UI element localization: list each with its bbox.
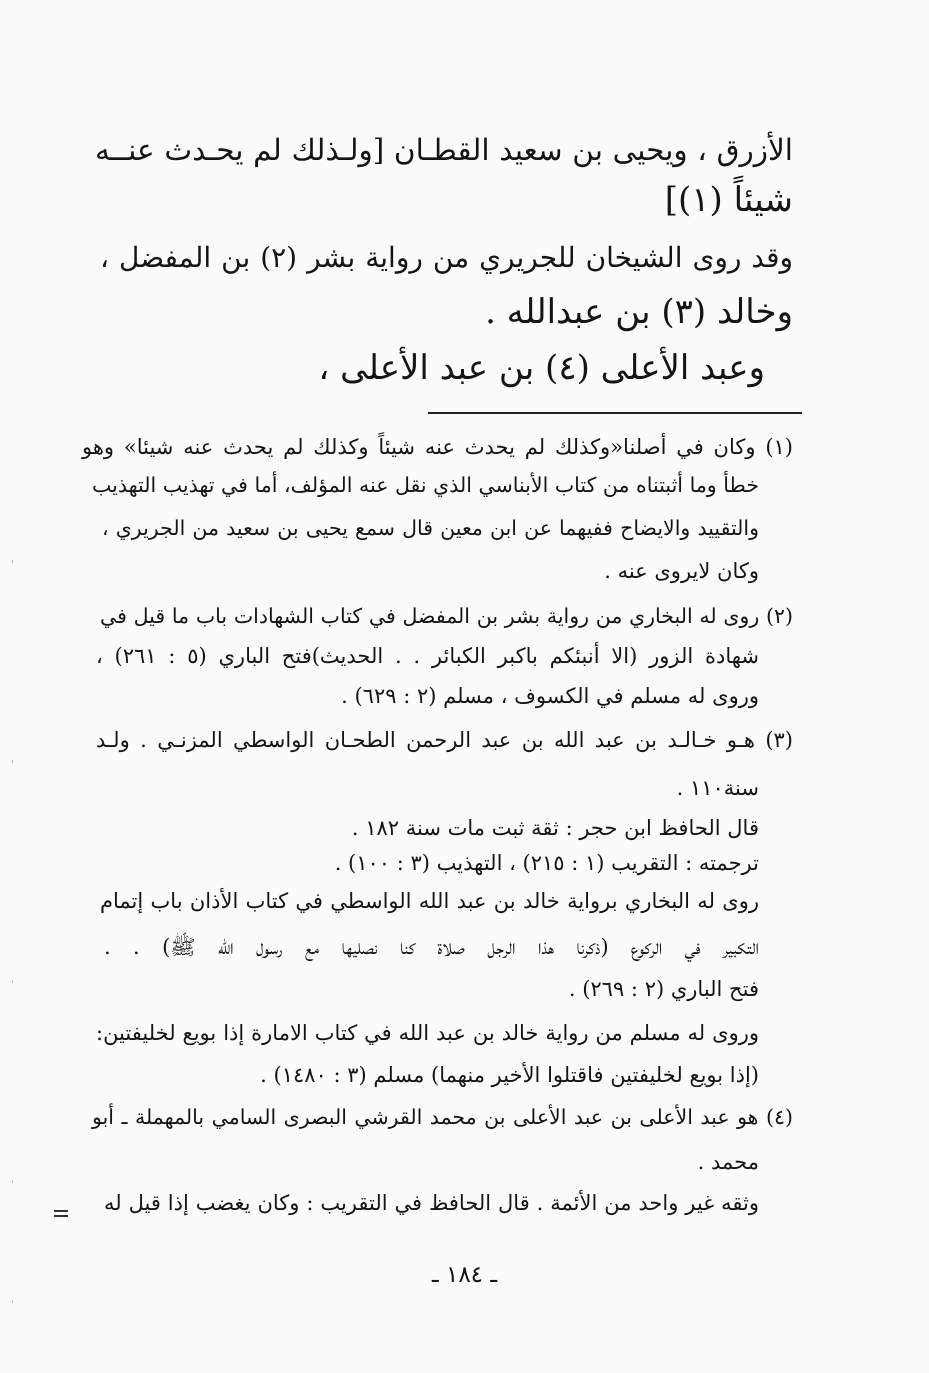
main-line-4: وخالد (٣) بن عبدالله . [485,292,793,332]
main-line-2: شيئاً (١)] [664,180,793,220]
footnote-line-15: وروى له مسلم من رواية خالد بن عبد الله في كتاب الامارة إذا بويع لخليفتين: [96,1021,759,1045]
footnote-line-10: قال الحافظ ابن حجر : ثقة ثبت مات سنة ١٨٢ . [351,816,759,840]
footnote-line-8: (٣) هـو خـالـد بن عبد الله بن عبد الرحمن الطحـان الواسطي المزنـي . ولـد [96,728,793,752]
footnote-line-7: وروى له مسلم في الكسوف ، مسلم (٢ : ٦٢٩) . [341,684,759,708]
footnote-line-2: خطأ وما أثبتناه من كتاب الأبناسي الذي نقل عنه المؤلف، أما في تهذيب التهذيب [92,473,759,497]
footnote-line-1: (١) وكان في أصلنا«وكذلك لم يحدث عنه شيئاً وكذلك لم يحدث عنه شيئا» وهو [82,435,793,459]
footnote-line-11: ترجمته : التقريب (١ : ٢١٥) ، التهذيب (٣ : ١٠٠) . [334,851,759,875]
main-line-3: وقد روى الشيخان للجريري من رواية بشر (٢) بن المفضل ، [100,241,793,274]
footnote-line-19: وثقه غير واحد من الأئمة . قال الحافظ في التقريب : وكان يغضب إذا قيل له [104,1191,759,1215]
footnote-line-5: (٢) روى له البخاري من رواية بشر بن المفضل في كتاب الشهادات باب ما قيل في [100,604,793,628]
footnote-line-6: شهادة الزور (الا أنبئكم باكبر الكبائر . . الحديث)فتح الباري (٥ : ٢٦١) ، [96,644,759,668]
footnote-line-13: التكبير في الركوع (ذكرنا هذا الرجل صلاة كنا نصليها مع رسول الله ﷺ) . . [104,935,759,959]
footnote-line-4: وكان لايروى عنه . [604,559,759,583]
continuation-mark [54,1210,68,1217]
footnote-line-14: فتح الباري (٢ : ٢٦٩) . [568,977,759,1001]
footnote-line-12: روى له البخاري برواية خالد بن عبد الله الواسطي في كتاب الأذان باب إتمام [100,889,759,913]
footnote-separator [428,412,802,414]
footnote-line-18: محمد . [697,1150,759,1174]
footnote-line-16: (إذا بويع لخليفتين فاقتلوا الأخير منهما) مسلم (٣ : ١٤٨٠) . [260,1063,759,1087]
footnote-line-17: (٤) هو عبد الأعلى بن عبد الأعلى بن محمد القرشي البصرى السامي بالمهملة ـ أبو [92,1105,793,1129]
main-line-5: وعبد الأعلى (٤) بن عبد الأعلى ، [318,348,765,388]
footnote-line-9: سنة١١٠ . [676,776,759,800]
footnote-line-3: والتقييد والايضاح ففيهما عن ابن معين قال سمع يحيى بن سعيد من الجريري ، [102,516,759,540]
page-number: ـ ١٨٤ ـ [431,1262,498,1288]
main-line-1: الأزرق ، ويحيى بن سعيد القطـان [ولـذلك لم يحـدث عنــه [95,133,793,167]
